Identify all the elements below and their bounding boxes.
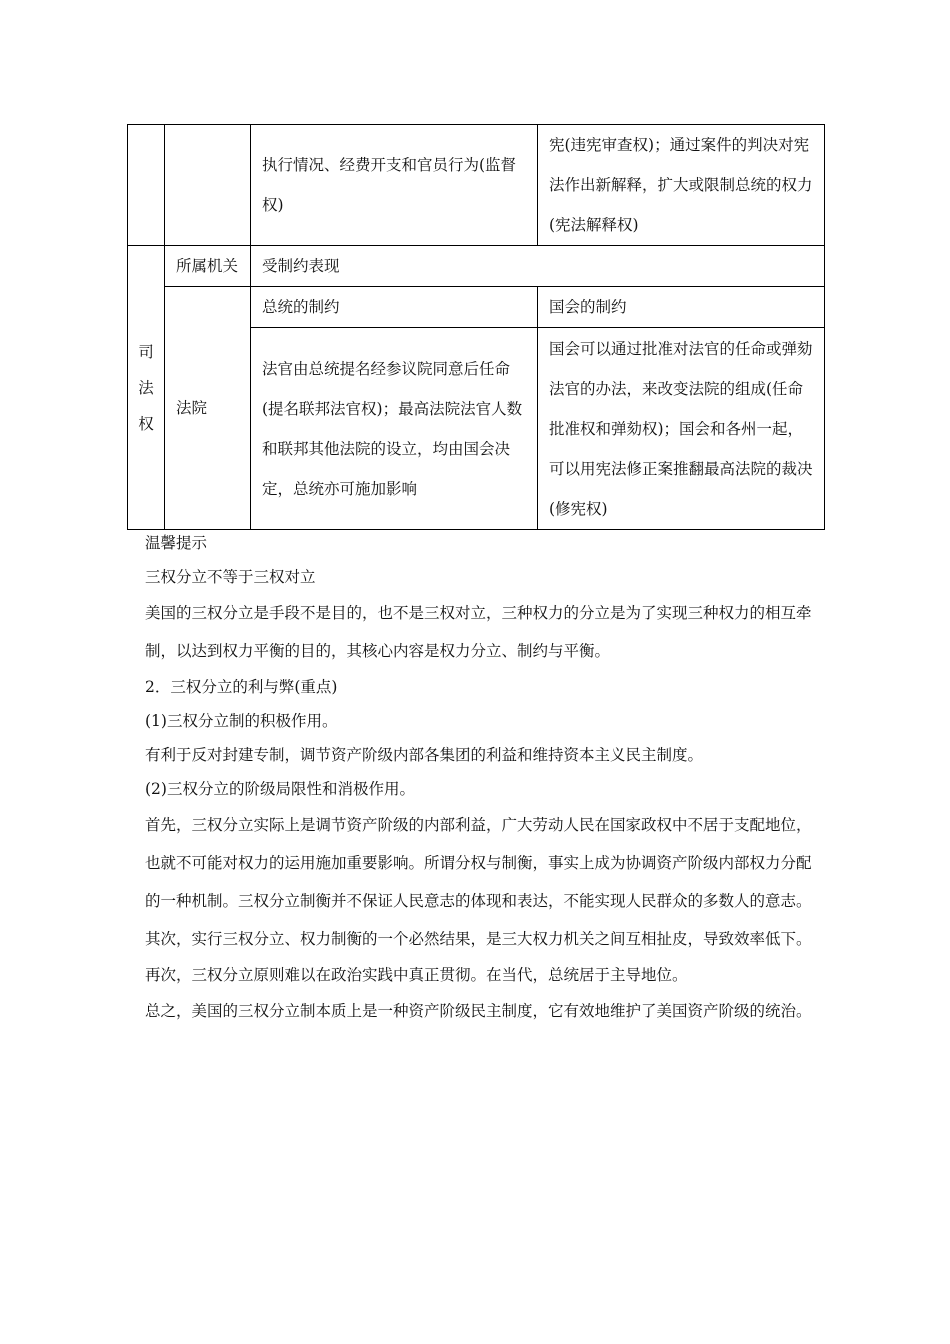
- table-row: [128, 246, 825, 287]
- tip-subtitle: 三权分立不等于三权对立: [145, 568, 316, 586]
- table-row: [128, 125, 825, 246]
- section-heading: 2．三权分立的利与弊(重点): [145, 678, 338, 696]
- congress-check-cell: 国会可以通过批准对法官的任命或弹劾法官的办法，来改变法院的组成(任命批准权和弹劾权)；国会和各州一起，可以用宪法修正案推翻最高法院的裁决(修宪权): [538, 328, 825, 530]
- label-char: 法: [138, 378, 154, 397]
- tip-paragraph: 美国的三权分立是手段不是目的，也不是三权对立，三种权力的分立是为了实现三种权力的相互牵制，以达到权力平衡的目的，其核心内容是权力分立、制约与平衡。: [145, 604, 812, 660]
- item-heading: (1)三权分立制的积极作用。: [145, 712, 338, 730]
- judicial-power-label: [128, 246, 165, 530]
- table-row: [128, 287, 825, 328]
- paragraph-summary: 总之，美国的三权分立制本质上是一种资产阶级民主制度，它有效地维护了美国资产阶级的统治。: [145, 1002, 812, 1020]
- paragraph-second: 其次，实行三权分立、权力制衡的一个必然结果，是三大权力机关之间互相扯皮，导致效率低下。: [145, 930, 812, 948]
- body-text: [145, 526, 825, 1030]
- org-header-cell: 所属机关: [165, 246, 251, 287]
- empty-cell: [165, 125, 251, 246]
- empty-cell: [128, 125, 165, 246]
- paragraph-third: 再次，三权分立原则难以在政治实践中真正贯彻。在当代，总统居于主导地位。: [145, 966, 688, 984]
- president-check-cell: 法官由总统提名经参议院同意后任命(提名联邦法官权)；最高法院法官人数和联邦其他法院的设立，均由国会决定，总统亦可施加影响: [251, 328, 538, 530]
- congress-check-header: 国会的制约: [538, 287, 825, 328]
- judicial-review-cell: 宪(违宪审查权)；通过案件的判决对宪法作出新解释，扩大或限制总统的权力(宪法解释权): [538, 125, 825, 246]
- tip-title: 温馨提示: [145, 534, 208, 552]
- supervision-cell: 执行情况、经费开支和官员行为(监督权): [251, 125, 538, 246]
- item-paragraph: 有利于反对封建专制，调节资产阶级内部各集团的利益和维持资本主义民主制度。: [145, 746, 704, 764]
- president-check-header: 总统的制约: [251, 287, 538, 328]
- label-char: 司: [138, 342, 154, 361]
- paragraph-first: 首先，三权分立实际上是调节资产阶级的内部利益，广大劳动人民在国家政权中不居于支配地位，也就不可能对权力的运用施加重要影响。所谓分权与制衡，事实上成为协调资产阶级内部权力分配的一种机制。三权分立制衡并不保证人民意志的体现和表达，不能实现人民群众的多数人的意志。: [145, 816, 812, 910]
- item-heading: (2)三权分立的阶级局限性和消极作用。: [145, 780, 415, 798]
- label-char: 权: [138, 414, 154, 433]
- manifestation-header-cell: 受制约表现: [251, 246, 825, 287]
- checks-balances-table: [127, 124, 825, 530]
- court-name-cell: 法院: [165, 287, 251, 530]
